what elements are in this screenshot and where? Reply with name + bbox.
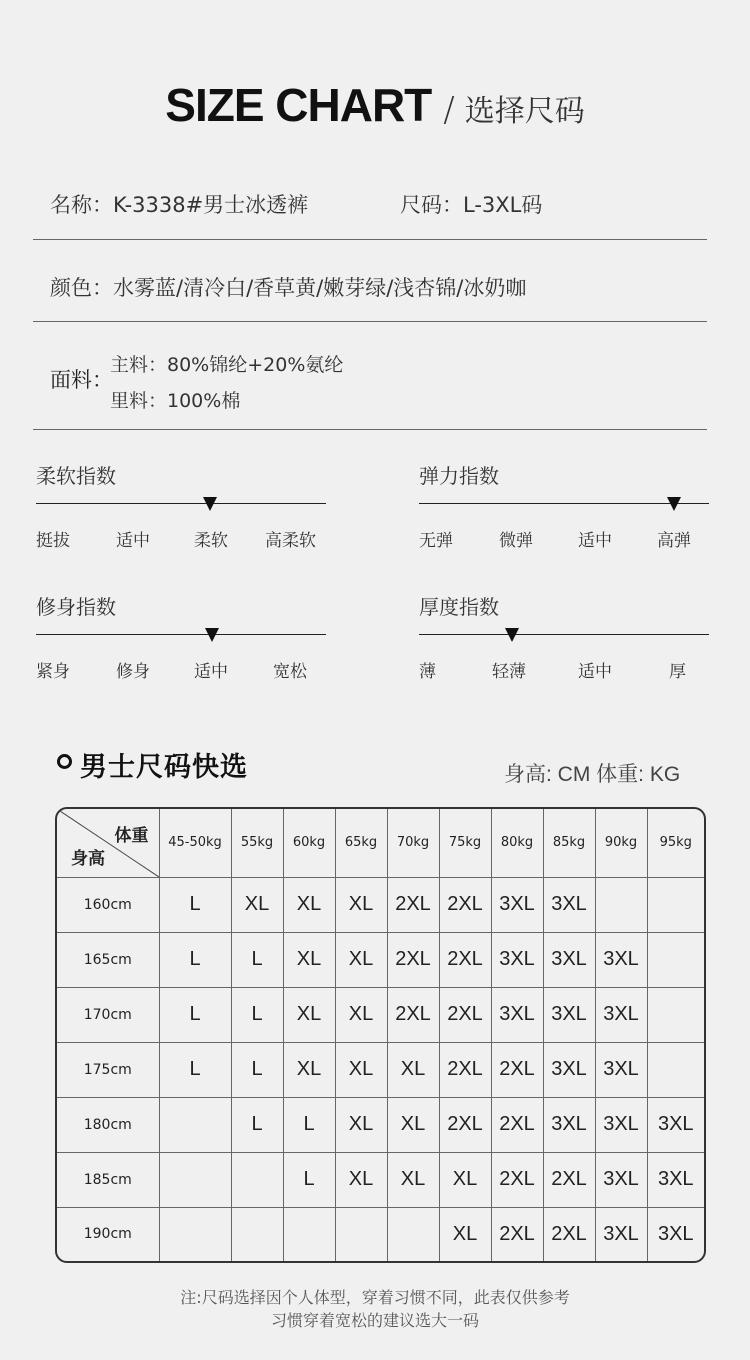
- height-cell: 175cm: [57, 1042, 159, 1097]
- size-cell: XL: [283, 877, 335, 932]
- size-cell: XL: [439, 1152, 491, 1207]
- fabric-label: 面料：: [50, 368, 113, 392]
- size-cell: L: [159, 1042, 231, 1097]
- size-cell: XL: [387, 1097, 439, 1152]
- size-cell: 2XL: [439, 932, 491, 987]
- scale-title: 柔软指数: [36, 464, 116, 488]
- scale-label: 紧身: [36, 662, 70, 682]
- height-cell: 185cm: [57, 1152, 159, 1207]
- scale-label: 适中: [578, 662, 612, 682]
- table-row: [57, 1097, 704, 1152]
- size-cell: L: [283, 1152, 335, 1207]
- corner-height-label: 身高: [71, 848, 105, 869]
- height-cell: 180cm: [57, 1097, 159, 1152]
- title-chinese: 选择尺码: [464, 94, 585, 129]
- note-line-1: 注:尺码选择因个人体型，穿着习惯不同，此表仅供参考: [180, 1288, 570, 1307]
- scale-label: 薄: [419, 662, 436, 682]
- weight-header-cell: 90kg: [595, 809, 647, 877]
- size-cell: 2XL: [387, 932, 439, 987]
- size-cell: 3XL: [543, 1042, 595, 1097]
- note-line-2: 习惯穿着宽松的建议选大一码: [270, 1311, 479, 1330]
- weight-header-cell: 60kg: [283, 809, 335, 877]
- table-row: [57, 1152, 704, 1207]
- size-cell: [647, 987, 704, 1042]
- size-cell: [159, 1152, 231, 1207]
- scale-label: 柔软: [194, 531, 228, 551]
- size-cell: 2XL: [491, 1207, 543, 1261]
- product-size-range: 尺码：L-3XL码: [400, 193, 543, 217]
- size-cell: 2XL: [387, 987, 439, 1042]
- size-cell: [595, 877, 647, 932]
- scale-title: 弹力指数: [419, 464, 499, 488]
- page-title: [0, 78, 750, 132]
- size-cell: 3XL: [491, 987, 543, 1042]
- weight-header-cell: 70kg: [387, 809, 439, 877]
- divider: [33, 321, 707, 322]
- scale-line: [419, 503, 709, 504]
- size-cell: 3XL: [647, 1207, 704, 1261]
- weight-header-cell: 75kg: [439, 809, 491, 877]
- size-cell: XL: [335, 1042, 387, 1097]
- size-cell: L: [159, 877, 231, 932]
- size-cell: XL: [335, 1152, 387, 1207]
- size-cell: 2XL: [543, 1207, 595, 1261]
- scale-label: 无弹: [419, 531, 453, 551]
- table-row: [57, 1042, 704, 1097]
- size-cell: 3XL: [543, 932, 595, 987]
- divider: [33, 239, 707, 240]
- size-cell: [283, 1207, 335, 1261]
- title-english: SIZE CHART: [165, 79, 432, 131]
- size-cell: XL: [231, 877, 283, 932]
- table-row: [57, 877, 704, 932]
- size-cell: 2XL: [439, 987, 491, 1042]
- scale-line: [36, 503, 326, 504]
- size-cell: 3XL: [595, 1042, 647, 1097]
- size-cell: 2XL: [439, 1042, 491, 1097]
- scale-title: 厚度指数: [419, 595, 499, 619]
- scale-label: 挺拔: [36, 531, 70, 551]
- size-cell: [647, 932, 704, 987]
- height-cell: 165cm: [57, 932, 159, 987]
- size-cell: XL: [335, 1097, 387, 1152]
- weight-header-cell: 95kg: [647, 809, 704, 877]
- table-header-row: [57, 809, 704, 877]
- scale-marker-icon: [667, 497, 681, 511]
- size-cell: 2XL: [387, 877, 439, 932]
- size-cell: 3XL: [543, 1097, 595, 1152]
- scale-label: 宽松: [273, 662, 307, 682]
- size-cell: 2XL: [491, 1042, 543, 1097]
- height-cell: 170cm: [57, 987, 159, 1042]
- size-cell: 3XL: [595, 932, 647, 987]
- size-cell: L: [231, 1097, 283, 1152]
- size-cell: XL: [335, 877, 387, 932]
- scale-line: [36, 634, 326, 635]
- height-cell: 160cm: [57, 877, 159, 932]
- scale-marker-icon: [203, 497, 217, 511]
- weight-header-cell: 80kg: [491, 809, 543, 877]
- size-cell: [231, 1207, 283, 1261]
- size-cell: [335, 1207, 387, 1261]
- size-cell: 3XL: [543, 877, 595, 932]
- product-colors: 颜色：水雾蓝/清冷白/香草黄/嫩芽绿/浅杏锦/冰奶咖: [50, 276, 527, 300]
- scale-label: 轻薄: [492, 662, 526, 682]
- size-cell: 3XL: [595, 1097, 647, 1152]
- size-cell: 2XL: [491, 1097, 543, 1152]
- size-cell: XL: [283, 1042, 335, 1097]
- size-cell: 2XL: [543, 1152, 595, 1207]
- table-row: [57, 932, 704, 987]
- scale-label: 修身: [116, 662, 150, 682]
- size-cell: 3XL: [595, 987, 647, 1042]
- size-cell: XL: [283, 987, 335, 1042]
- scale-marker-icon: [505, 628, 519, 642]
- weight-header-cell: 55kg: [231, 809, 283, 877]
- size-cell: [647, 1042, 704, 1097]
- divider: [33, 429, 707, 430]
- scale-label: 适中: [194, 662, 228, 682]
- size-cell: 2XL: [439, 1097, 491, 1152]
- size-cell: [647, 877, 704, 932]
- size-cell: 3XL: [491, 932, 543, 987]
- size-cell: 3XL: [647, 1097, 704, 1152]
- table-row: [57, 987, 704, 1042]
- size-cell: 3XL: [647, 1152, 704, 1207]
- size-cell: L: [283, 1097, 335, 1152]
- height-cell: 190cm: [57, 1207, 159, 1261]
- scale-label: 高弹: [657, 531, 691, 551]
- weight-header-cell: 85kg: [543, 809, 595, 877]
- table-row: [57, 1207, 704, 1261]
- quick-select-title: 男士尺码快选: [80, 752, 248, 783]
- size-cell: L: [159, 932, 231, 987]
- size-cell: XL: [335, 932, 387, 987]
- size-cell: 3XL: [595, 1207, 647, 1261]
- size-cell: L: [231, 987, 283, 1042]
- size-cell: XL: [387, 1152, 439, 1207]
- scale-label: 适中: [578, 531, 612, 551]
- size-cell: [159, 1207, 231, 1261]
- size-cell: [387, 1207, 439, 1261]
- size-cell: XL: [335, 987, 387, 1042]
- scale-label: 厚: [669, 662, 686, 682]
- size-cell: L: [231, 932, 283, 987]
- size-cell: L: [159, 987, 231, 1042]
- size-cell: [159, 1097, 231, 1152]
- scale-marker-icon: [205, 628, 219, 642]
- product-name: 名称：K-3338#男士冰透裤: [50, 193, 309, 217]
- size-cell: [231, 1152, 283, 1207]
- weight-header-cell: 65kg: [335, 809, 387, 877]
- bullet-circle-icon: [57, 754, 72, 769]
- table-corner-cell: [57, 809, 159, 877]
- size-cell: 3XL: [595, 1152, 647, 1207]
- size-cell: XL: [283, 932, 335, 987]
- corner-weight-label: 体重: [114, 826, 149, 846]
- scale-label: 适中: [116, 531, 150, 551]
- size-cell: 3XL: [491, 877, 543, 932]
- title-separator: /: [443, 90, 455, 130]
- units-note: 身高: CM 体重: KG: [504, 763, 681, 786]
- fabric-main: 主料：80%锦纶+20%氨纶: [110, 354, 344, 376]
- scale-label: 微弹: [499, 531, 533, 551]
- size-cell: 3XL: [543, 987, 595, 1042]
- scale-line: [419, 634, 709, 635]
- size-cell: XL: [439, 1207, 491, 1261]
- scale-label: 高柔软: [265, 531, 316, 551]
- size-cell: XL: [387, 1042, 439, 1097]
- size-cell: 2XL: [439, 877, 491, 932]
- scale-title: 修身指数: [36, 595, 116, 619]
- size-cell: L: [231, 1042, 283, 1097]
- size-table: [55, 807, 706, 1263]
- fabric-lining: 里料：100%棉: [110, 390, 241, 412]
- weight-header-cell: 45-50kg: [159, 809, 231, 877]
- size-cell: 2XL: [491, 1152, 543, 1207]
